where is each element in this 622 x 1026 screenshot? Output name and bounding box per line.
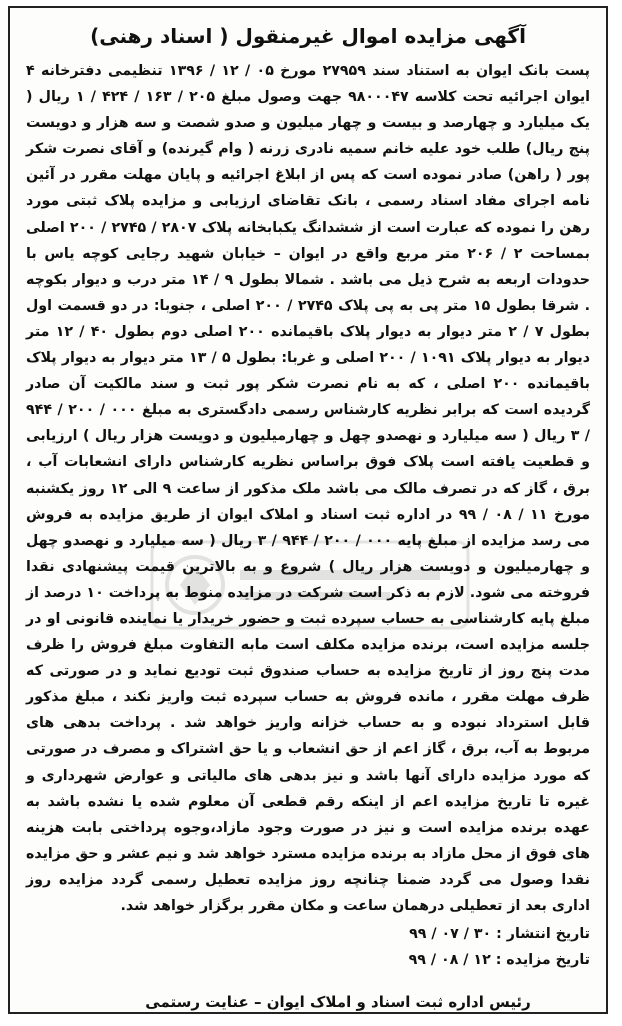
auction-date: تاریخ مزایده : ۱۲ / ۰۸ / ۹۹ [408, 952, 590, 969]
notice-title: آگهی مزایده اموال غیرمنقول ( اسناد رهنی) [90, 24, 526, 48]
notice-body: پست بانک ایوان به استناد سند ۲۷۹۵۹ مورخ ۰۵ / ۱۲ / ۱۳۹۶ تنظیمی دفترخانه ۴ ایوان اجرائیه تحت کلاسه ۹۸۰۰۰۴۷ جهت وصول مبلغ ۲۰۵ / ۱۶۳ / ۴۲۴ / ۱ ریال ( یک میلیارد و چهارصد و بیست و چهار میلیون و صدو شصت و سه هزار و دویست پنج ریال) طلب خود علیه خانم سمیه نادری زرنه ( وام گیرنده) و آقای نصرت شکر پور ( راهن) صادر نموده است که پس از ابلاغ اجرائیه و پایان مهلت مقرر در آئین نامه اجرای مفاد اسناد رسمی ، بانک تقاضای ارزیابی و مزایده پلاک ثبتی مورد رهن را نموده که عبارت است از ششدانگ یکبابخانه پلاک ۲۸۰۷ / ۲۷۴۵ / ۲۰۰ اصلی بمساحت ۲ / ۲۰۶ متر مربع واقع در ایوان – خیابان شهید رجایی کوچه یاس با حدودات اربعه به شرح ذیل می باشد . شمالا بطول ۹ / ۱۴ متر درب و دیوار بکوچه . شرقا بطول ۱۵ متر پی به پی پلاک ۲۷۴۵ / ۲۰۰ اصلی ، جنوبا: در دو قسمت اول بطول ۷ / ۲ متر دیوار به دیوار پلاک باقیمانده ۲۰۰ اصلی دوم بطول ۴۰ / ۱۲ متر دیوار به دیوار پلاک ۱۰۹۱ / ۲۰۰ اصلی و غربا: بطول ۵ / ۱۳ متر دیوار به دیوار پلاک باقیمانده ۲۰۰ اصلی ، که به نام نصرت شکر پور ثبت و سند مالکیت آن صادر گردیده است که برابر نظریه کارشناس رسمی دادگستری به مبلغ ۰۰۰ / ۲۰۰ / ۹۴۴ / ۳ ریال ( سه میلیارد و نهصدو چهل و چهارمیلیون و دویست هزار ریال ) ارزیابی و قطعیت یافته است پلاک فوق براساس نظریه کارشناس دارای انشعابات آب ، برق ، گاز که در تصرف مالک می باشد ملک مذکور از ساعت ۹ الی ۱۲ روز یکشنبه مورخ ۱۱ / ۰۸ / ۹۹ در اداره ثبت اسناد و املاک ایوان از طریق مزایده به فروش می رسد مزایده از مبلغ پایه ۰۰۰ / ۲۰۰ / ۹۴۴ / ۳ ریال ( سه میلیارد و نهصدو چهل و چهارمیلیون و دویست هزار ریال ) شروع و به بالاترین قیمت پیشنهادی نقدا فروخته می شود. لازم به ذکر است شرکت در مزایده منوط به پرداخت ۱۰ درصد از مبلغ پایه کارشناسی به حساب سپرده ثبت و حضور خریدار یا نماینده قانونی او در جلسه مزایده است، برنده مزایده مکلف است مابه التفاوت مبلغ فروش را ظرف مدت پنج روز از تاریخ مزایده به حساب صندوق ثبت تودیع نماید و در صورتی که ظرف مهلت مقرر ، مانده فروش به حساب سپرده ثبت واریز نکند ، مبلغ مذکور قابل استرداد نبوده و به حساب خزانه واریز خواهد شد . پرداخت بدهی های مربوط به آب، برق ، گاز اعم از حق انشعاب و یا حق اشتراک و مصرف در صورتی که مورد مزایده دارای آنها باشد و نیز بدهی های مالیاتی و عوارض شهرداری و غیره تا تاریخ مزایده اعم از اینکه رقم قطعی آن معلوم شده یا نشده باشد به عهده برنده مزایده است و نیز در صورت وجود مازاد،وجوه پرداختی بابت هزینه های فوق از محل مازاد به برنده مزایده مسترد خواهد شد و نیم عشر و حق مزایده نقدا وصول می گردد ضمنا چنانچه روز مزایده تعطیل رسمی گردد مزایده روز اداری بعد از تعطیلی درهمان ساعت و مکان مقرر برگزار خواهد شد. [26, 63, 591, 914]
dates-block [26, 921, 590, 973]
publish-date: تاریخ انتشار : ۳۰ / ۰۷ / ۹۹ [409, 926, 590, 943]
auction-notice [8, 6, 608, 1014]
signature-line: رئیس اداره ثبت اسناد و املاک ایوان – عنایت رستمی [145, 993, 531, 1012]
